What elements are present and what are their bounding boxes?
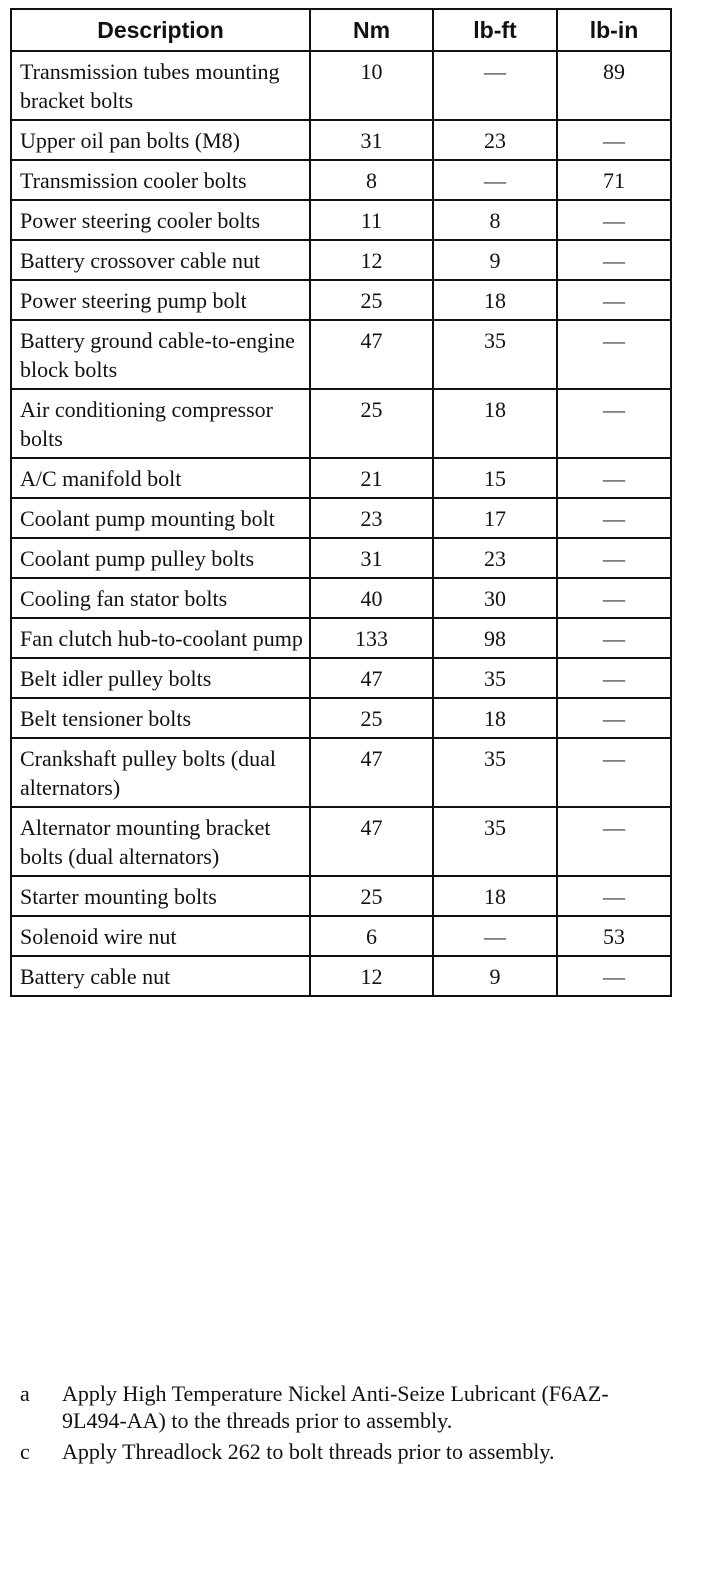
cell-description: Belt tensioner bolts xyxy=(11,698,310,738)
cell-lbft: 30 xyxy=(433,578,557,618)
cell-description: Battery cable nut xyxy=(11,956,310,996)
cell-lbin: — xyxy=(557,200,671,240)
cell-nm: 25 xyxy=(310,876,433,916)
cell-description: Battery ground cable-to-engine block bolts xyxy=(11,320,310,389)
table-row xyxy=(11,160,671,200)
cell-description: Power steering pump bolt xyxy=(11,280,310,320)
table-row xyxy=(11,698,671,738)
header-lbft: lb-ft xyxy=(433,9,557,51)
footnote xyxy=(20,1380,670,1434)
cell-lbin: — xyxy=(557,458,671,498)
cell-lbft: 9 xyxy=(433,240,557,280)
cell-lbft: — xyxy=(433,51,557,120)
cell-nm: 12 xyxy=(310,956,433,996)
cell-nm: 133 xyxy=(310,618,433,658)
cell-nm: 12 xyxy=(310,240,433,280)
cell-description: Air conditioning compressor bolts xyxy=(11,389,310,458)
table-header-row xyxy=(11,9,671,51)
footnote xyxy=(20,1438,670,1465)
table-row xyxy=(11,956,671,996)
cell-nm: 40 xyxy=(310,578,433,618)
cell-nm: 31 xyxy=(310,120,433,160)
cell-lbft: 15 xyxy=(433,458,557,498)
cell-description: Alternator mounting bracket bolts (dual alternators) xyxy=(11,807,310,876)
cell-description: Transmission tubes mounting bracket bolts xyxy=(11,51,310,120)
cell-description: Belt idler pulley bolts xyxy=(11,658,310,698)
cell-description: Coolant pump mounting bolt xyxy=(11,498,310,538)
cell-lbft: 18 xyxy=(433,876,557,916)
cell-lbin: — xyxy=(557,807,671,876)
cell-nm: 8 xyxy=(310,160,433,200)
cell-lbin: — xyxy=(557,498,671,538)
cell-lbft: 23 xyxy=(433,538,557,578)
cell-nm: 47 xyxy=(310,807,433,876)
cell-description: Power steering cooler bolts xyxy=(11,200,310,240)
cell-lbin: — xyxy=(557,120,671,160)
cell-description: Cooling fan stator bolts xyxy=(11,578,310,618)
cell-lbin: 71 xyxy=(557,160,671,200)
cell-lbft: 35 xyxy=(433,658,557,698)
cell-description: Battery crossover cable nut xyxy=(11,240,310,280)
table-row xyxy=(11,51,671,120)
cell-nm: 47 xyxy=(310,658,433,698)
footnote-text: Apply Threadlock 262 to bolt threads prior to assembly. xyxy=(62,1439,555,1464)
cell-nm: 21 xyxy=(310,458,433,498)
cell-nm: 10 xyxy=(310,51,433,120)
cell-nm: 6 xyxy=(310,916,433,956)
cell-lbin: — xyxy=(557,280,671,320)
table-row xyxy=(11,498,671,538)
table-row xyxy=(11,280,671,320)
cell-lbft: 9 xyxy=(433,956,557,996)
cell-nm: 31 xyxy=(310,538,433,578)
table-row xyxy=(11,200,671,240)
cell-lbin: — xyxy=(557,658,671,698)
table-row xyxy=(11,458,671,498)
cell-description: Transmission cooler bolts xyxy=(11,160,310,200)
cell-nm: 11 xyxy=(310,200,433,240)
cell-description: Coolant pump pulley bolts xyxy=(11,538,310,578)
cell-nm: 47 xyxy=(310,320,433,389)
footnote-key: a xyxy=(20,1381,30,1406)
cell-nm: 25 xyxy=(310,280,433,320)
footnote-key: c xyxy=(20,1439,30,1464)
footnotes xyxy=(20,1380,670,1469)
header-lbin: lb-in xyxy=(557,9,671,51)
cell-lbft: 35 xyxy=(433,320,557,389)
cell-lbft: — xyxy=(433,916,557,956)
cell-nm: 25 xyxy=(310,698,433,738)
table-row xyxy=(11,807,671,876)
cell-lbin: — xyxy=(557,389,671,458)
cell-lbft: 98 xyxy=(433,618,557,658)
cell-description: A/C manifold bolt xyxy=(11,458,310,498)
cell-lbin: — xyxy=(557,876,671,916)
cell-lbft: 18 xyxy=(433,280,557,320)
table-row xyxy=(11,578,671,618)
cell-lbft: 35 xyxy=(433,807,557,876)
cell-lbin: — xyxy=(557,956,671,996)
table-row xyxy=(11,120,671,160)
torque-spec-table xyxy=(10,8,672,997)
cell-lbft: 17 xyxy=(433,498,557,538)
cell-description: Upper oil pan bolts (M8) xyxy=(11,120,310,160)
header-description: Description xyxy=(11,9,310,51)
cell-lbin: — xyxy=(557,320,671,389)
cell-description: Starter mounting bolts xyxy=(11,876,310,916)
table-body xyxy=(11,51,671,996)
cell-lbft: 8 xyxy=(433,200,557,240)
cell-lbin: — xyxy=(557,698,671,738)
cell-description: Fan clutch hub-to-coolant pump xyxy=(11,618,310,658)
table-row xyxy=(11,389,671,458)
cell-lbin: 53 xyxy=(557,916,671,956)
table-row xyxy=(11,738,671,807)
cell-lbft: — xyxy=(433,160,557,200)
cell-nm: 23 xyxy=(310,498,433,538)
table-row xyxy=(11,876,671,916)
cell-lbin: — xyxy=(557,618,671,658)
cell-lbin: — xyxy=(557,538,671,578)
cell-nm: 25 xyxy=(310,389,433,458)
cell-description: Solenoid wire nut xyxy=(11,916,310,956)
header-nm: Nm xyxy=(310,9,433,51)
table-row xyxy=(11,658,671,698)
cell-description: Crankshaft pulley bolts (dual alternators) xyxy=(11,738,310,807)
cell-lbin: 89 xyxy=(557,51,671,120)
cell-lbft: 23 xyxy=(433,120,557,160)
table-row xyxy=(11,916,671,956)
cell-lbft: 18 xyxy=(433,698,557,738)
cell-nm: 47 xyxy=(310,738,433,807)
table-row xyxy=(11,240,671,280)
table-row xyxy=(11,538,671,578)
cell-lbft: 35 xyxy=(433,738,557,807)
table-row xyxy=(11,618,671,658)
cell-lbin: — xyxy=(557,738,671,807)
footnote-text: Apply High Temperature Nickel Anti-Seize Lubricant (F6AZ-9L494-AA) to the threads prior to assembly. xyxy=(62,1381,609,1433)
cell-lbft: 18 xyxy=(433,389,557,458)
cell-lbin: — xyxy=(557,578,671,618)
cell-lbin: — xyxy=(557,240,671,280)
table-row xyxy=(11,320,671,389)
